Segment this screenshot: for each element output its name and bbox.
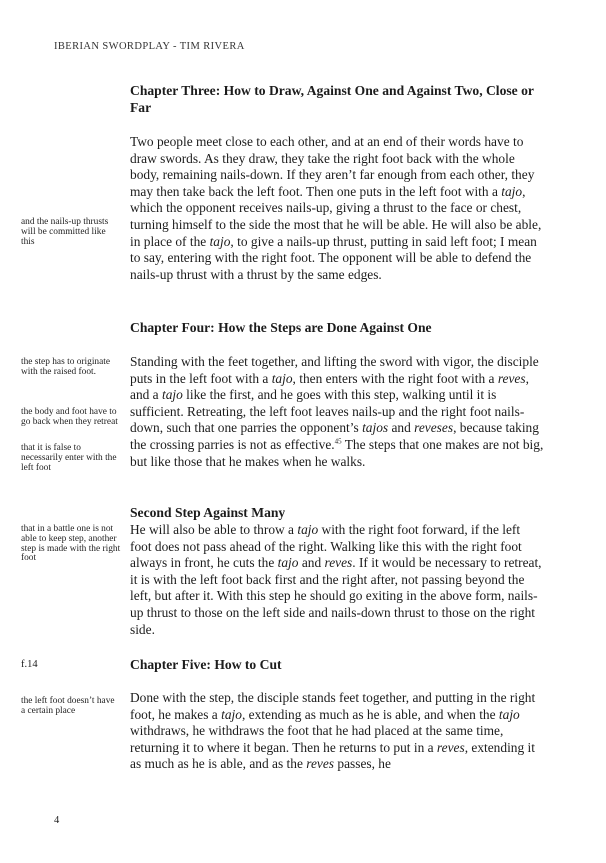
- margin-note: the body and foot have to go back when they retreat: [21, 407, 118, 427]
- chapter-four-body: [130, 354, 544, 470]
- text-run: passes, he: [334, 756, 391, 772]
- text-run: , then enters with the right foot with a: [292, 370, 498, 386]
- text-run: and: [298, 555, 325, 571]
- text-run: . If it would be necessary to retreat, it is with the left foot back first and the right after, not passing beyond the left, but after it. With this step he should go exiting in the above form, nails-up thrust to those on the left side and nails-down thrust to those on the right side.: [130, 555, 542, 637]
- italic-term: tajo: [277, 555, 299, 571]
- text-run: Done with the step, the disciple stands feet together, and putting in the right foot, he makes a: [130, 690, 536, 722]
- chapter-five-body: [130, 690, 544, 773]
- text-run: and: [388, 420, 415, 436]
- chapter-three-paragraph: [130, 134, 544, 283]
- italic-term: tajo: [501, 183, 523, 199]
- italic-term: reves: [497, 370, 526, 386]
- chapter-three-body: [130, 134, 544, 283]
- italic-term: tajo: [209, 233, 231, 249]
- italic-term: tajos: [362, 420, 389, 436]
- running-head: IBERIAN SWORDPLAY - TIM RIVERA: [54, 41, 245, 52]
- margin-note: that it is false to necessarily enter with the left foot: [21, 443, 117, 473]
- text-run: with the right foot forward, if the left foot does not pass ahead of the right. Walking like this with the right foot always in front, he cuts the: [130, 522, 522, 571]
- text-run: , because taking the crossing parries is not as effective.: [130, 420, 539, 452]
- text-run: The steps that one makes are not big, but like those that he makes when he walks.: [130, 436, 544, 469]
- italic-term: reves: [436, 739, 465, 755]
- second-step-paragraph: [130, 522, 544, 638]
- italic-term: tajo: [161, 387, 183, 403]
- italic-term: tajo: [498, 706, 520, 722]
- margin-note: that in a battle one is not able to keep step, another step is made with the right foot: [21, 524, 121, 564]
- chapter-four-heading: Chapter Four: How the Steps are Done Against One: [130, 320, 432, 335]
- text-run: , which the opponent receives nails-up, giving a thrust to the face or chest, turning himself to the side the most that he will be able. He will also be able, in place of the: [130, 183, 542, 249]
- second-step-heading: Second Step Against Many: [130, 505, 286, 520]
- footnote-reference[interactable]: 45: [334, 437, 342, 446]
- italic-term: reves: [324, 555, 353, 571]
- text-run: , and a: [130, 370, 529, 403]
- text-run: , to give a nails-up thrust, putting in said left foot; I mean to say, entering with the right foot. The opponent will be able to defend the nails-up thrust with a thrust by the same edges.: [130, 233, 537, 282]
- text-run: Standing with the feet together, and lifting the sword with vigor, the disciple puts in the left foot with a: [130, 354, 539, 386]
- italic-term: tajo: [271, 370, 293, 386]
- chapter-five-paragraph: [130, 690, 544, 773]
- italic-term: tajo: [221, 706, 242, 722]
- text-run: Two people meet close to each other, and at an end of their words have to draw swords. As they draw, they take the right foot back with the whole body, remaining nails-down. If they aren’t far enough from each other, they may then take back the left foot. Then one puts in the left foot with a: [130, 134, 535, 199]
- margin-note: the left foot doesn’t have a certain place: [21, 696, 115, 716]
- text-run: , extending it as much as he is able, and as the: [130, 739, 535, 772]
- italic-term: reves: [306, 756, 335, 772]
- text-run: , extending as much as he is able, and when the: [241, 706, 499, 722]
- text-run: He will also be able to throw a: [130, 522, 298, 537]
- chapter-five-heading: Chapter Five: How to Cut: [130, 657, 282, 672]
- page-number: 4: [54, 815, 60, 826]
- second-step-body: [130, 522, 544, 638]
- folio-marker: f.14: [21, 659, 38, 670]
- italic-term: tajo: [297, 522, 319, 537]
- margin-note: and the nails-up thrusts will be committed like this: [21, 217, 109, 247]
- margin-note: the step has to originate with the raised foot.: [21, 357, 111, 377]
- text-run: like the first, and he goes with this step, walking until it is sufficient. Retreating, the left foot leaves nails-up and the right foot nails-down, such that one parries the opponent’s: [130, 387, 525, 436]
- italic-term: reveses: [414, 420, 454, 436]
- chapter-three-heading: Chapter Three: How to Draw, Against One and Against Two, Close or Far: [130, 83, 534, 115]
- chapter-four-paragraph: [130, 354, 544, 470]
- text-run: withdraws, he withdraws the foot that he had placed at the same time, returning it to where it began. Then he returns to put in a: [130, 723, 504, 755]
